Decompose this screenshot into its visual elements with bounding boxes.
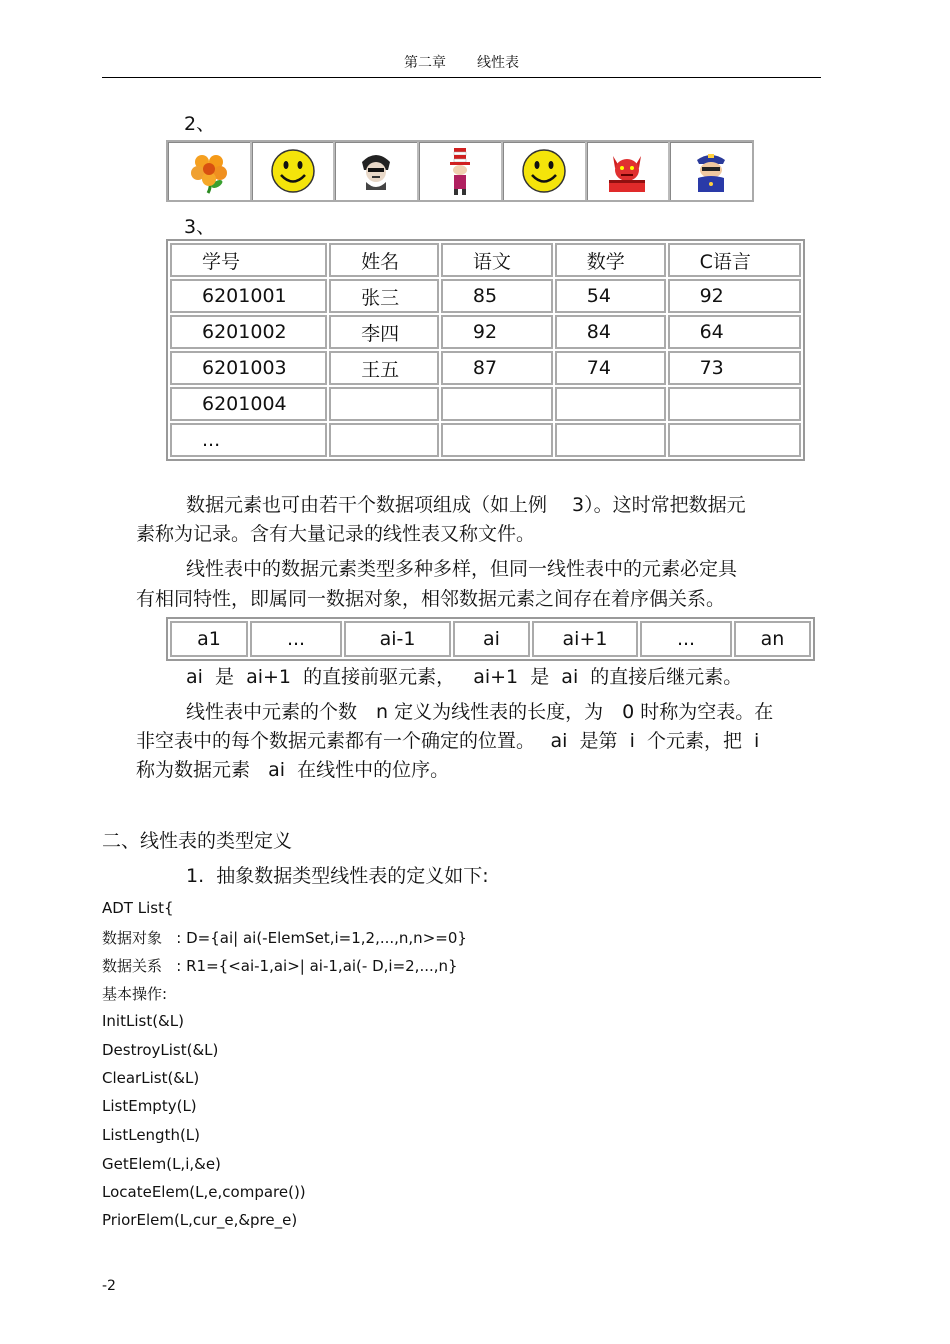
sequence-cell: an <box>734 621 811 657</box>
code-line: InitList(&L) <box>102 1012 184 1030</box>
cartoon-head-icon <box>333 142 417 200</box>
section-heading: 二、线性表的类型定义 <box>102 830 293 852</box>
header-rule <box>102 77 821 78</box>
table-cell: 74 <box>555 351 666 385</box>
table-cell <box>555 423 666 457</box>
table-cell: 84 <box>555 315 666 349</box>
paragraph-predecessor: ai 是 ai+1 的直接前驱元素， ai+1 是 ai 的直接后继元素。 <box>186 666 743 688</box>
table-cell <box>329 423 439 457</box>
code-line: ListLength(L) <box>102 1126 201 1144</box>
table-cell <box>441 387 553 421</box>
table-cell <box>668 423 801 457</box>
table-cell: ... <box>170 423 327 457</box>
page-number: -2 <box>102 1278 116 1294</box>
table-cell: 6201002 <box>170 315 327 349</box>
table-cell: 92 <box>441 315 553 349</box>
example-3-label: 3、 <box>184 216 216 238</box>
table-cell: 张三 <box>329 279 439 313</box>
paragraph-length-line2: 非空表中的每个数据元素都有一个确定的位置。 ai 是第 i 个元素，把 i <box>136 730 760 752</box>
code-line: LocateElem(L,e,compare()) <box>102 1183 306 1201</box>
paragraph-element-types-line1: 线性表中的数据元素类型多种多样，但同一线性表中的元素必定具 <box>186 558 738 580</box>
page-header <box>102 52 821 72</box>
paragraph-length-line3: 称为数据元素 ai 在线性中的位序。 <box>136 759 450 781</box>
paragraph-records-line2: 素称为记录。含有大量记录的线性表又称文件。 <box>136 523 536 545</box>
paragraph-records-line1: 数据元素也可由若干个数据项组成（如上例 3）。这时常把数据元 <box>186 494 746 516</box>
paragraph-length-line1: 线性表中元素的个数 n 定义为线性表的长度，为 0 时称为空表。在 <box>186 701 774 723</box>
code-line: 数据关系 : R1={<ai-1,ai>| ai-1,ai(- D,i=2,...,n} <box>102 957 458 975</box>
smiley-icon <box>250 142 334 200</box>
table-row <box>170 423 801 457</box>
table-cell: 85 <box>441 279 553 313</box>
sequence-cell: ai+1 <box>532 621 638 657</box>
column-header: 数学 <box>555 243 666 277</box>
chapter-title: 线性表 <box>476 55 519 71</box>
table-cell: 73 <box>668 351 801 385</box>
table-row <box>170 351 801 385</box>
code-line: ListEmpty(L) <box>102 1097 197 1115</box>
table-cell: 64 <box>668 315 801 349</box>
flower-icon <box>168 142 250 200</box>
sequence-cell: ai-1 <box>344 621 451 657</box>
table-cell: 6201003 <box>170 351 327 385</box>
column-header: 语文 <box>441 243 553 277</box>
table-cell: 87 <box>441 351 553 385</box>
table-cell <box>668 387 801 421</box>
table-cell <box>555 387 666 421</box>
column-header: C语言 <box>668 243 801 277</box>
section-subheading: 1. 抽象数据类型线性表的定义如下: <box>186 865 489 887</box>
sequence-cell: a1 <box>170 621 248 657</box>
paragraph-element-types-line2: 有相同特性，即属同一数据对象，相邻数据元素之间存在着序偶关系。 <box>136 588 726 610</box>
sequence-table <box>166 617 815 661</box>
score-table <box>166 239 805 461</box>
devil-icon <box>585 142 669 200</box>
hat-figure-icon <box>417 142 501 200</box>
code-line: DestroyList(&L) <box>102 1041 219 1059</box>
column-header: 姓名 <box>329 243 439 277</box>
table-cell <box>441 423 553 457</box>
icon-strip <box>166 140 754 202</box>
table-cell <box>329 387 439 421</box>
table-cell: 54 <box>555 279 666 313</box>
column-header: 学号 <box>170 243 327 277</box>
table-cell: 王五 <box>329 351 439 385</box>
table-cell: 李四 <box>329 315 439 349</box>
sequence-cell: ... <box>640 621 732 657</box>
table-cell: 6201004 <box>170 387 327 421</box>
table-cell: 92 <box>668 279 801 313</box>
table-row <box>170 387 801 421</box>
code-line: 数据对象 : D={ai| ai(-ElemSet,i=1,2,...,n,n>=0} <box>102 929 467 947</box>
code-line: 基本操作: <box>102 985 168 1003</box>
sequence-cell: ai <box>453 621 530 657</box>
table-header-row <box>170 243 801 277</box>
sequence-cell: ... <box>250 621 342 657</box>
table-row <box>170 279 801 313</box>
code-line: PriorElem(L,cur_e,&pre_e) <box>102 1211 298 1229</box>
chapter-label: 第二章 <box>404 55 447 71</box>
example-2-label: 2、 <box>184 113 216 135</box>
code-line: ADT List{ <box>102 899 174 917</box>
sequence-row <box>170 621 811 657</box>
code-line: GetElem(L,i,&e) <box>102 1155 221 1173</box>
table-row <box>170 315 801 349</box>
smiley-icon <box>501 142 585 200</box>
cop-figure-icon <box>668 142 752 200</box>
table-cell: 6201001 <box>170 279 327 313</box>
code-line: ClearList(&L) <box>102 1069 200 1087</box>
